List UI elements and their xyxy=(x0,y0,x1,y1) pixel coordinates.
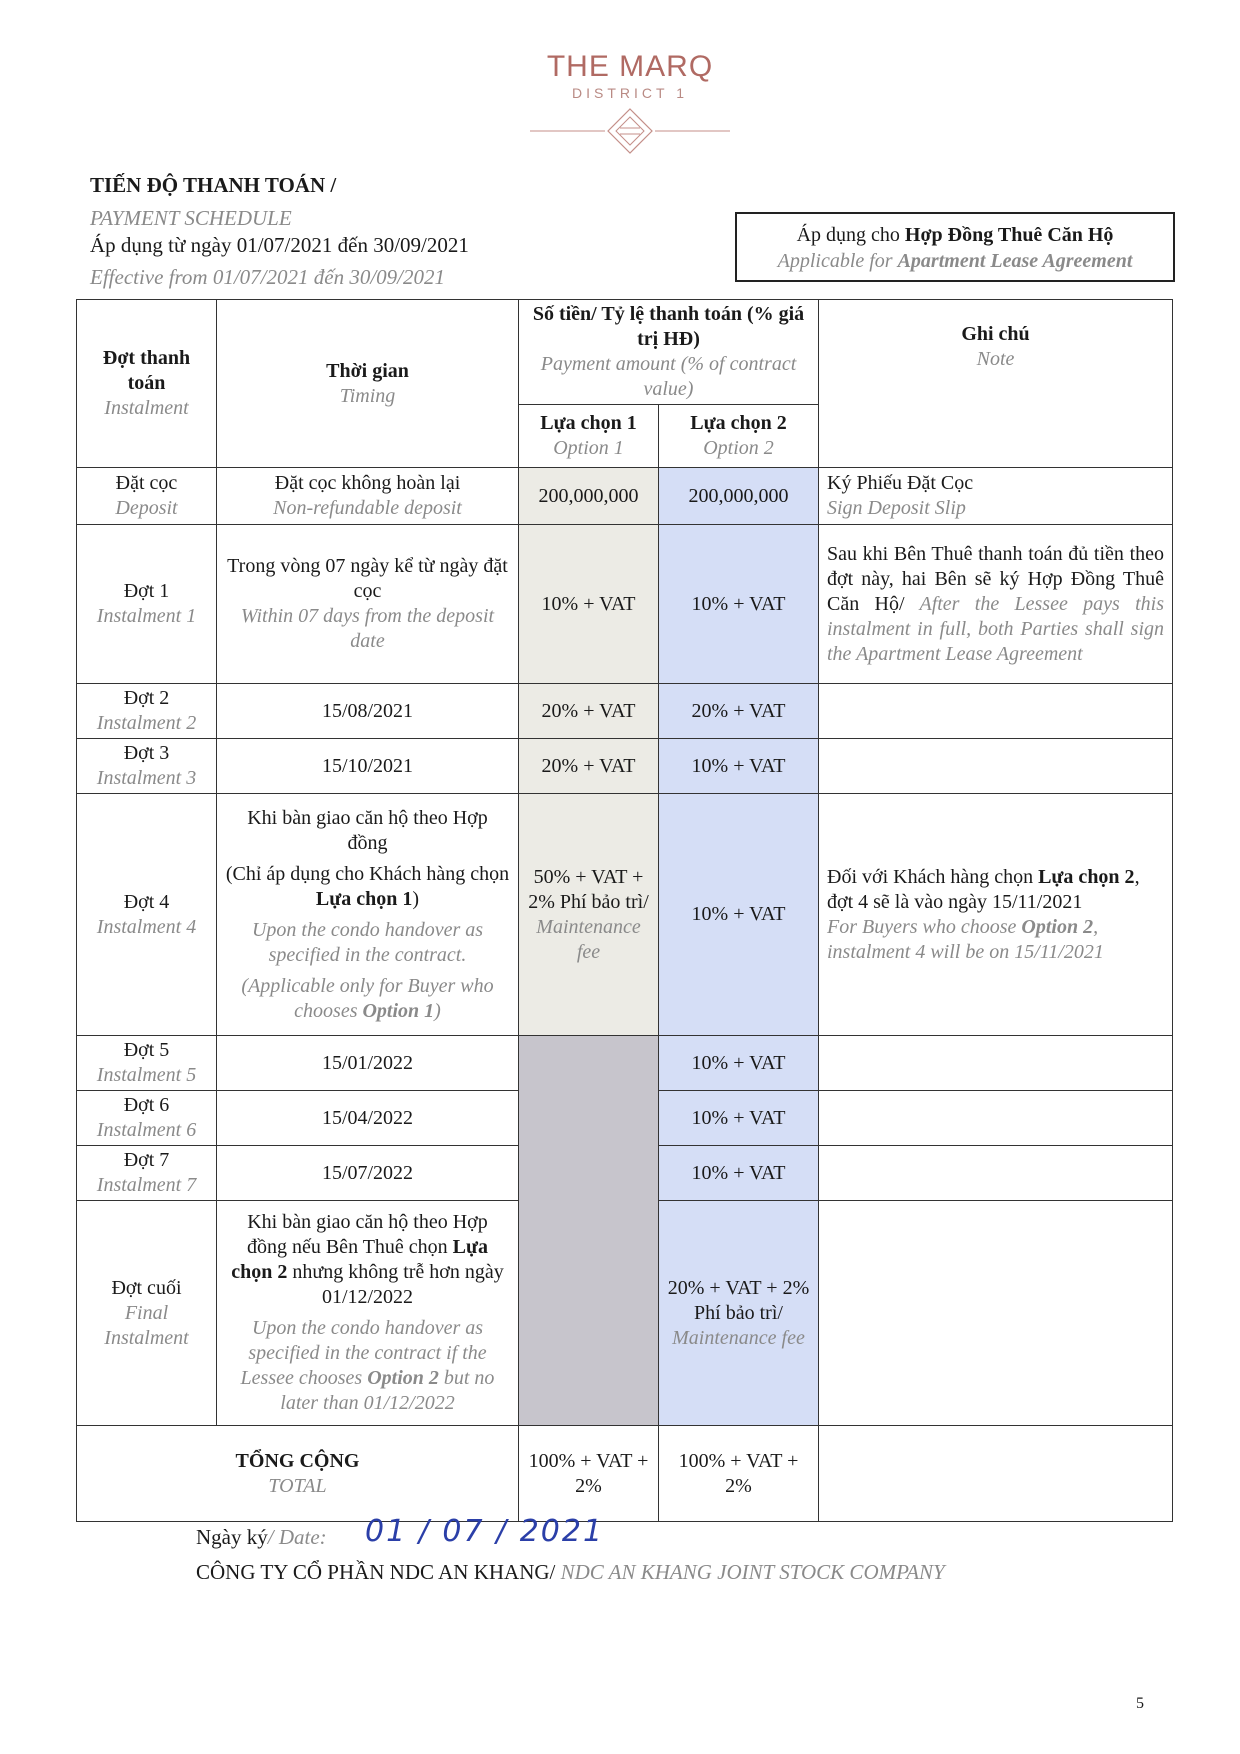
table-row-total xyxy=(77,1426,1173,1522)
inst4-timing-vi-2a: (Chỉ áp dụng cho Khách hàng chọn xyxy=(225,862,510,885)
inst4-timing-vi: Khi bàn giao căn hộ theo Hợp đồng xyxy=(247,806,488,854)
applicable-vi xyxy=(737,222,1173,248)
inst4-timing-en-2bold: Option 1 xyxy=(362,999,435,1022)
inst4-option-1 xyxy=(519,794,659,1036)
applicable-en-prefix: Applicable for xyxy=(777,250,898,272)
header-option-2-en: Option 2 xyxy=(703,437,774,459)
deposit-timing xyxy=(217,468,519,525)
inst4-name-vi: Đợt 4 xyxy=(123,890,170,913)
inst4-note-vi xyxy=(827,865,1164,915)
inst4-note-en-bold: Option 2 xyxy=(1021,915,1094,938)
total-option-2: 100% + VAT + 2% xyxy=(659,1426,819,1522)
sign-date-label-vi: Ngày ký xyxy=(196,1525,268,1549)
inst4-timing-vi-2bold: Lựa chọn 1 xyxy=(315,887,413,910)
inst7-name xyxy=(77,1146,217,1201)
inst1-timing-en: Within 07 days from the deposit date xyxy=(240,605,495,652)
inst1-note-vi: Sau khi Bên Thuê thanh toán đủ tiền theo đợt này, hai Bên sẽ ký Hợp Đồng Thuê Căn Hộ/ xyxy=(827,542,1164,615)
company-name-vi: CÔNG TY CỔ PHẦN NDC AN KHANG/ xyxy=(196,1560,556,1584)
table-row-instalment-5 xyxy=(77,1036,1173,1091)
final-option-2 xyxy=(659,1201,819,1426)
header-timing-en: Timing xyxy=(339,384,396,407)
final-name-vi: Đợt cuối xyxy=(111,1276,182,1299)
header-note-vi: Ghi chú xyxy=(961,323,1030,345)
table-row-instalment-4 xyxy=(77,794,1173,1036)
applicable-vi-bold: Hợp Đồng Thuê Căn Hộ xyxy=(904,224,1114,246)
inst4-option-2: 10% + VAT xyxy=(659,794,819,1036)
inst3-note xyxy=(819,739,1173,794)
page-title-en: PAYMENT SCHEDULE xyxy=(90,206,292,230)
logo-diamond-icon xyxy=(520,106,740,156)
handwritten-date: 01 / 07 / 2021 xyxy=(365,1514,605,1549)
total-label xyxy=(77,1426,519,1522)
header-instalment-vi: Đợt thanh toán xyxy=(102,347,191,394)
payment-schedule-table xyxy=(76,299,1173,1522)
inst6-option-2: 10% + VAT xyxy=(659,1091,819,1146)
header-note xyxy=(819,300,1173,468)
inst4-timing-vi-2b: ) xyxy=(412,887,420,910)
inst5-name-vi: Đợt 5 xyxy=(123,1039,170,1061)
inst5-option-2: 10% + VAT xyxy=(659,1036,819,1091)
inst6-name-en: Instalment 6 xyxy=(96,1119,197,1141)
header-timing-vi: Thời gian xyxy=(326,359,409,382)
deposit-name-vi: Đặt cọc xyxy=(115,472,178,494)
final-timing-vi-b: nhưng không trễ hơn ngày 01/12/2022 xyxy=(287,1261,504,1308)
final-timing-en-bold: Option 2 xyxy=(367,1367,439,1389)
inst3-name-vi: Đợt 3 xyxy=(123,742,170,764)
applicable-en xyxy=(737,248,1173,274)
company-logo xyxy=(520,50,740,102)
inst1-option-2: 10% + VAT xyxy=(659,525,819,684)
header-amount xyxy=(519,300,819,405)
inst6-name-vi: Đợt 6 xyxy=(123,1094,170,1116)
deposit-option-2: 200,000,000 xyxy=(659,468,819,525)
inst4-name xyxy=(77,794,217,1036)
logo-main-text: THE MARQ xyxy=(546,50,714,83)
inst4-note xyxy=(819,794,1173,1036)
inst4-option-1-en: Maintenance fee xyxy=(536,915,641,963)
header-option-2-vi: Lựa chọn 2 xyxy=(690,412,787,434)
option-1-not-applicable xyxy=(519,1036,659,1426)
total-label-vi: TỔNG CỘNG xyxy=(235,1449,360,1472)
inst4-timing-en-2 xyxy=(225,974,510,1024)
header-amount-en: Payment amount (% of contract value) xyxy=(540,353,797,400)
final-option-2-vi: 20% + VAT + 2% Phí bảo trì/ xyxy=(667,1276,810,1324)
inst1-note-en: After the Lessee pays this instalment in full, both Parties shall sign the Apartment Lease Agreement xyxy=(827,592,1164,665)
page-number: 5 xyxy=(1136,1695,1144,1712)
header-note-en: Note xyxy=(976,348,1015,370)
header-instalment-en: Instalment xyxy=(104,397,189,419)
inst4-note-vi-b: , đợt 4 sẽ là vào ngày 15/11/2021 xyxy=(827,865,1140,913)
inst4-note-en-b: , instalment 4 will be on 15/11/2021 xyxy=(827,915,1104,963)
page-title-vi: TIẾN ĐỘ THANH TOÁN / xyxy=(90,173,337,197)
deposit-name xyxy=(77,468,217,525)
final-timing-en-b: but no later than 01/12/2022 xyxy=(280,1367,495,1414)
table-row-instalment-2 xyxy=(77,684,1173,739)
inst3-option-1: 20% + VAT xyxy=(519,739,659,794)
final-timing-vi xyxy=(225,1210,510,1310)
table-header-row xyxy=(77,300,1173,405)
inst1-name xyxy=(77,525,217,684)
total-option-1: 100% + VAT + 2% xyxy=(519,1426,659,1522)
inst5-timing: 15/01/2022 xyxy=(217,1036,519,1091)
inst4-note-vi-a: Đối với Khách hàng chọn xyxy=(827,865,1039,888)
deposit-timing-vi: Đặt cọc không hoàn lại xyxy=(274,472,461,494)
inst4-timing-en: Upon the condo handover as specified in the contract. xyxy=(251,918,484,966)
header-amount-vi: Số tiền/ Tỷ lệ thanh toán (% giá trị HĐ) xyxy=(532,303,805,350)
table-row-deposit xyxy=(77,468,1173,525)
inst7-name-vi: Đợt 7 xyxy=(123,1149,170,1171)
inst7-option-2: 10% + VAT xyxy=(659,1146,819,1201)
inst4-option-1-vi: 50% + VAT + 2% Phí bảo trì/ xyxy=(528,865,649,913)
inst2-option-2: 20% + VAT xyxy=(659,684,819,739)
final-option-2-en: Maintenance fee xyxy=(672,1326,805,1349)
inst4-timing-en-2b: ) xyxy=(434,999,441,1022)
final-name-en: Final Instalment xyxy=(104,1301,189,1349)
logo-sub-text: DISTRICT 1 xyxy=(572,85,688,101)
final-timing-en xyxy=(225,1316,510,1416)
header-instalment xyxy=(77,300,217,468)
final-timing-en-a: Upon the condo handover as specified in the contract if the Lessee chooses xyxy=(240,1317,487,1389)
inst3-name xyxy=(77,739,217,794)
applicable-en-bold: Apartment Lease Agreement xyxy=(897,250,1133,272)
inst5-name-en: Instalment 5 xyxy=(96,1064,197,1086)
applicable-box xyxy=(735,212,1175,282)
inst2-name-en: Instalment 2 xyxy=(96,712,197,734)
header-timing xyxy=(217,300,519,468)
deposit-note xyxy=(819,468,1173,525)
inst5-note xyxy=(819,1036,1173,1091)
company-name xyxy=(196,1560,945,1585)
inst1-name-vi: Đợt 1 xyxy=(123,580,170,602)
inst7-timing: 15/07/2022 xyxy=(217,1146,519,1201)
inst2-timing: 15/08/2021 xyxy=(217,684,519,739)
inst4-timing xyxy=(217,794,519,1036)
applicable-vi-prefix: Áp dụng cho xyxy=(796,224,905,246)
inst6-timing: 15/04/2022 xyxy=(217,1091,519,1146)
inst1-name-en: Instalment 1 xyxy=(96,605,197,627)
header-option-1 xyxy=(519,405,659,468)
deposit-option-1: 200,000,000 xyxy=(519,468,659,525)
deposit-name-en: Deposit xyxy=(115,497,178,519)
inst4-timing-vi-2 xyxy=(225,862,510,912)
inst6-name xyxy=(77,1091,217,1146)
inst7-name-en: Instalment 7 xyxy=(96,1174,197,1196)
inst2-option-1: 20% + VAT xyxy=(519,684,659,739)
inst4-timing-en-2a: (Applicable only for Buyer who chooses xyxy=(241,974,494,1022)
total-note xyxy=(819,1426,1173,1522)
effective-date-en: Effective from 01/07/2021 đến 30/09/2021 xyxy=(90,265,446,289)
final-note xyxy=(819,1201,1173,1426)
inst5-name xyxy=(77,1036,217,1091)
inst1-timing xyxy=(217,525,519,684)
header-option-2 xyxy=(659,405,819,468)
inst1-note xyxy=(819,525,1173,684)
inst1-option-1: 10% + VAT xyxy=(519,525,659,684)
inst6-note xyxy=(819,1091,1173,1146)
deposit-note-en: Sign Deposit Slip xyxy=(827,497,966,519)
sign-date xyxy=(196,1525,327,1550)
final-timing-vi-a: Khi bàn giao căn hộ theo Hợp đồng nếu Bên Thuê chọn xyxy=(246,1211,488,1258)
final-timing-vi-bold: Lựa chọn 2 xyxy=(231,1236,489,1283)
final-name xyxy=(77,1201,217,1426)
company-name-en: NDC AN KHANG JOINT STOCK COMPANY xyxy=(555,1560,945,1584)
inst3-timing: 15/10/2021 xyxy=(217,739,519,794)
total-label-en: TOTAL xyxy=(268,1474,327,1497)
inst2-name xyxy=(77,684,217,739)
inst1-timing-vi: Trong vòng 07 ngày kể từ ngày đặt cọc xyxy=(227,555,508,602)
inst7-note xyxy=(819,1146,1173,1201)
deposit-timing-en: Non-refundable deposit xyxy=(273,497,462,519)
effective-date-vi: Áp dụng từ ngày 01/07/2021 đến 30/09/2021 xyxy=(90,233,469,257)
inst4-note-en xyxy=(827,915,1164,965)
header-option-1-en: Option 1 xyxy=(553,437,624,459)
inst4-name-en: Instalment 4 xyxy=(96,915,197,938)
inst2-name-vi: Đợt 2 xyxy=(123,687,170,709)
deposit-note-vi: Ký Phiếu Đặt Cọc xyxy=(827,472,974,494)
table-row-instalment-3 xyxy=(77,739,1173,794)
table-row-instalment-1 xyxy=(77,525,1173,684)
inst3-option-2: 10% + VAT xyxy=(659,739,819,794)
final-timing xyxy=(217,1201,519,1426)
inst4-note-vi-bold: Lựa chọn 2 xyxy=(1038,865,1135,888)
inst4-note-en-a: For Buyers who choose xyxy=(827,915,1022,938)
inst3-name-en: Instalment 3 xyxy=(96,767,197,789)
inst2-note xyxy=(819,684,1173,739)
header-option-1-vi: Lựa chọn 1 xyxy=(540,412,637,434)
sign-date-label-en: / Date: xyxy=(267,1525,327,1549)
